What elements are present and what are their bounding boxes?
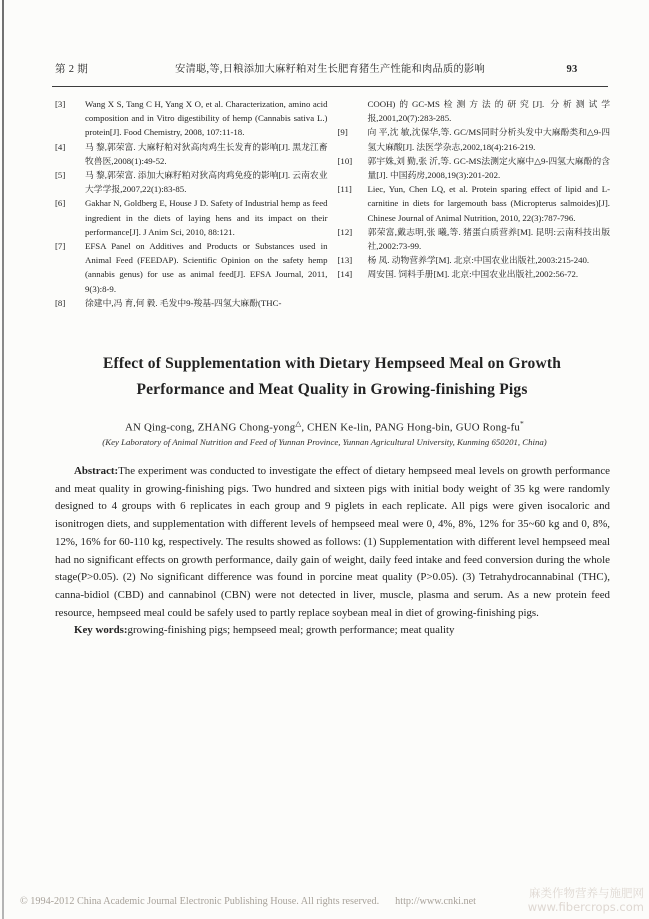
page-header [55, 60, 611, 76]
reference-text: 徐建中,冯 育,何 毅. 毛发中9-羧基-四氢大麻酚(THC- [85, 297, 282, 308]
reference-text: 马 黎,郭荣富. 添加大麻籽粕对狄高肉鸡免疫的影响[J]. 云南农业大学学报,2007,22(1):83-85. [85, 170, 328, 195]
watermark [528, 886, 644, 914]
reference-text: 郭荣富,戴志明,张 曦,等. 猪蛋白质营养[M]. 昆明:云南科技出版社,2002:73-99. [367, 226, 610, 252]
watermark-site-url: www.fibercrops.com [527, 900, 644, 914]
watermark-site-name: 麻类作物营养与施肥网 [529, 886, 644, 900]
reference-text: COOH)的GC-MS检测方法的研究[J]. 分析测试学报,2001,20(7):283-285. [367, 99, 610, 124]
reference-text: 马 黎,郭荣富. 大麻籽粕对狄高肉鸡生长发育的影响[J]. 黑龙江畜牧兽医,2008(1):49-52. [85, 141, 328, 166]
reference-number: [8] [55, 297, 66, 308]
cnki-url: http://www.cnki.net [395, 896, 476, 907]
reference-text: Liec, Yun, Chen LQ, et al. Protein sparing effect of lipid and L-carnitine in diets for largemouth bass (Micropterus salmoides)[J]. Chinese Journal of Animal Nutrition, 2010, 22(3):787-796. [367, 184, 610, 223]
abstract-block [55, 463, 610, 640]
running-title: 安清聪,等,日粮添加大麻籽粕对生长肥育猪生产性能和肉品质的影响 [175, 64, 485, 75]
reference-number: [10] [337, 155, 353, 166]
reference-text: EFSA Panel on Additives and Products or Substances used in Animal Feed (FEEDAP). Scientific Opinion on the safety hemp (annabis genus) for use as animal feed[J]. EFSA Journal, 2011, 9(3):8-9. [85, 241, 328, 294]
reference-text: 向 平,沈 敏,沈保华,等. GC/MS同时分析头发中大麻酚类和△9-四氢大麻酸[J]. 法医学杂志,2002,18(4):216-219. [367, 127, 610, 152]
reference-number: [14] [337, 269, 353, 280]
references-left-column [55, 97, 328, 310]
reference-number: [5] [55, 170, 66, 181]
page-number: 93 [566, 64, 578, 75]
reference-text: 郭宇姝,刘 勤,张 沂,等. GC-MS法测定火麻中△9-四氢大麻酚的含量[J]. 中国药房,2008,19(3):201-202. [367, 155, 610, 181]
reference-text: 杨 凤. 动物营养学[M]. 北京:中国农业出版社,2003:215-240. [367, 255, 590, 266]
reference-number: [9] [337, 127, 348, 138]
article-title-line1: Effect of Supplementation with Dietary Hempseed Meal on Growth [102, 355, 562, 372]
reference-text: Gakhar N, Goldberg E, House J D. Safety of Industrial hemp as feed ingredient in the diets of laying hens and its impact on their performance[J]. J Anim Sci, 2010, 88:121. [85, 198, 328, 237]
author-mark-asterisk: * [520, 419, 524, 428]
keywords-label: Key words: [74, 624, 128, 637]
article-title-line2: Performance and Meat Quality in Growing-finishing Pigs [136, 380, 528, 398]
reference-item [55, 168, 328, 196]
keywords-line [55, 622, 610, 640]
reference-text: Wang X S, Tang C H, Yang X O, et al. Characterization, amino acid composition and in Vitro digestibility of hemp (Cannabis sativa L.) protein[J]. Food Chemistry, 2008, 107:11-18. [85, 99, 328, 138]
reference-item [55, 196, 328, 239]
reference-item [338, 125, 611, 153]
affiliation-line: (Key Laboratory of Animal Nutrition and Feed of Yunnan Province, Yunnan Agricultural University, Kunming 650201, China) [102, 437, 547, 447]
scan-edge-line [2, 0, 4, 919]
abstract-paragraph [55, 463, 610, 622]
reference-number: [13] [337, 255, 353, 266]
reference-item [338, 253, 611, 267]
reference-number: [6] [55, 198, 66, 209]
reference-item [55, 140, 328, 168]
reference-number: [3] [55, 99, 66, 109]
reference-number: [4] [55, 141, 66, 152]
reference-number: [7] [55, 241, 66, 252]
article-title-english [60, 351, 604, 402]
references-section [55, 97, 610, 310]
reference-item [55, 97, 328, 140]
references-right-column [338, 97, 611, 310]
issue-label: 第 2 期 [55, 64, 88, 75]
reference-item [55, 239, 328, 296]
abstract-text: The experiment was conducted to investigate the effect of dietary hempseed meal levels on growth performance and meat quality in growing-finishing pigs. Two hundred and sixteen pigs with initial body weight of 35 kg were randomly designed to 4 groups with 6 replicates in each group and 9 piglets in each replicate. All pigs were given isocaloric and isonitrogen diets, and supplementation with different levels of hempseed meal were 0, 4%, 8%, 12% for 35~60 kg and 0, 8%, 12%, 16% for 60-110 kg, respectively. The results showed as follows: (1) Supplementation with different level hempseed meal had no significant effects on growth performance, daily gain of weight, daily feed intake and feed conversion during the whole stage(P>0.05). (2) No significant difference was found in porcine meat quality (P>0.05). (3) Tetrahydrocannabinal (THC), canna-bidiol (CBD) and cannabinol (CBN) were not detected in liver, muscle, plasma and serum. As a new protein feed resource, hempseed meal could be safely used to partly replace soybean meal in diet of growing-finishing pigs. [55, 465, 610, 619]
reference-text: 周安国. 饲料手册[M]. 北京:中国农业出版社,2002:56-72. [367, 269, 579, 280]
reference-number: [12] [337, 226, 353, 237]
abstract-label: Abstract: [74, 465, 119, 477]
reference-item [338, 182, 611, 225]
header-rule [52, 86, 608, 87]
reference-item [338, 267, 611, 281]
keywords-text: growing-finishing pigs; hempseed meal; growth performance; meat quality [127, 624, 455, 637]
copyright-text: © 1994-2012 China Academic Journal Electronic Publishing House. All rights reserved. [20, 896, 380, 907]
reference-item [338, 225, 611, 253]
authors-line [0, 419, 649, 434]
author-mark-triangle: △ [295, 419, 302, 428]
reference-continuation [338, 97, 611, 125]
authors-part1: AN Qing-cong, ZHANG Chong-yong [125, 421, 296, 434]
reference-number: [11] [337, 184, 352, 195]
reference-item [55, 296, 328, 310]
authors-part2: , CHEN Ke-lin, PANG Hong-bin, GUO Rong-fu [301, 421, 520, 434]
reference-item [338, 154, 611, 182]
